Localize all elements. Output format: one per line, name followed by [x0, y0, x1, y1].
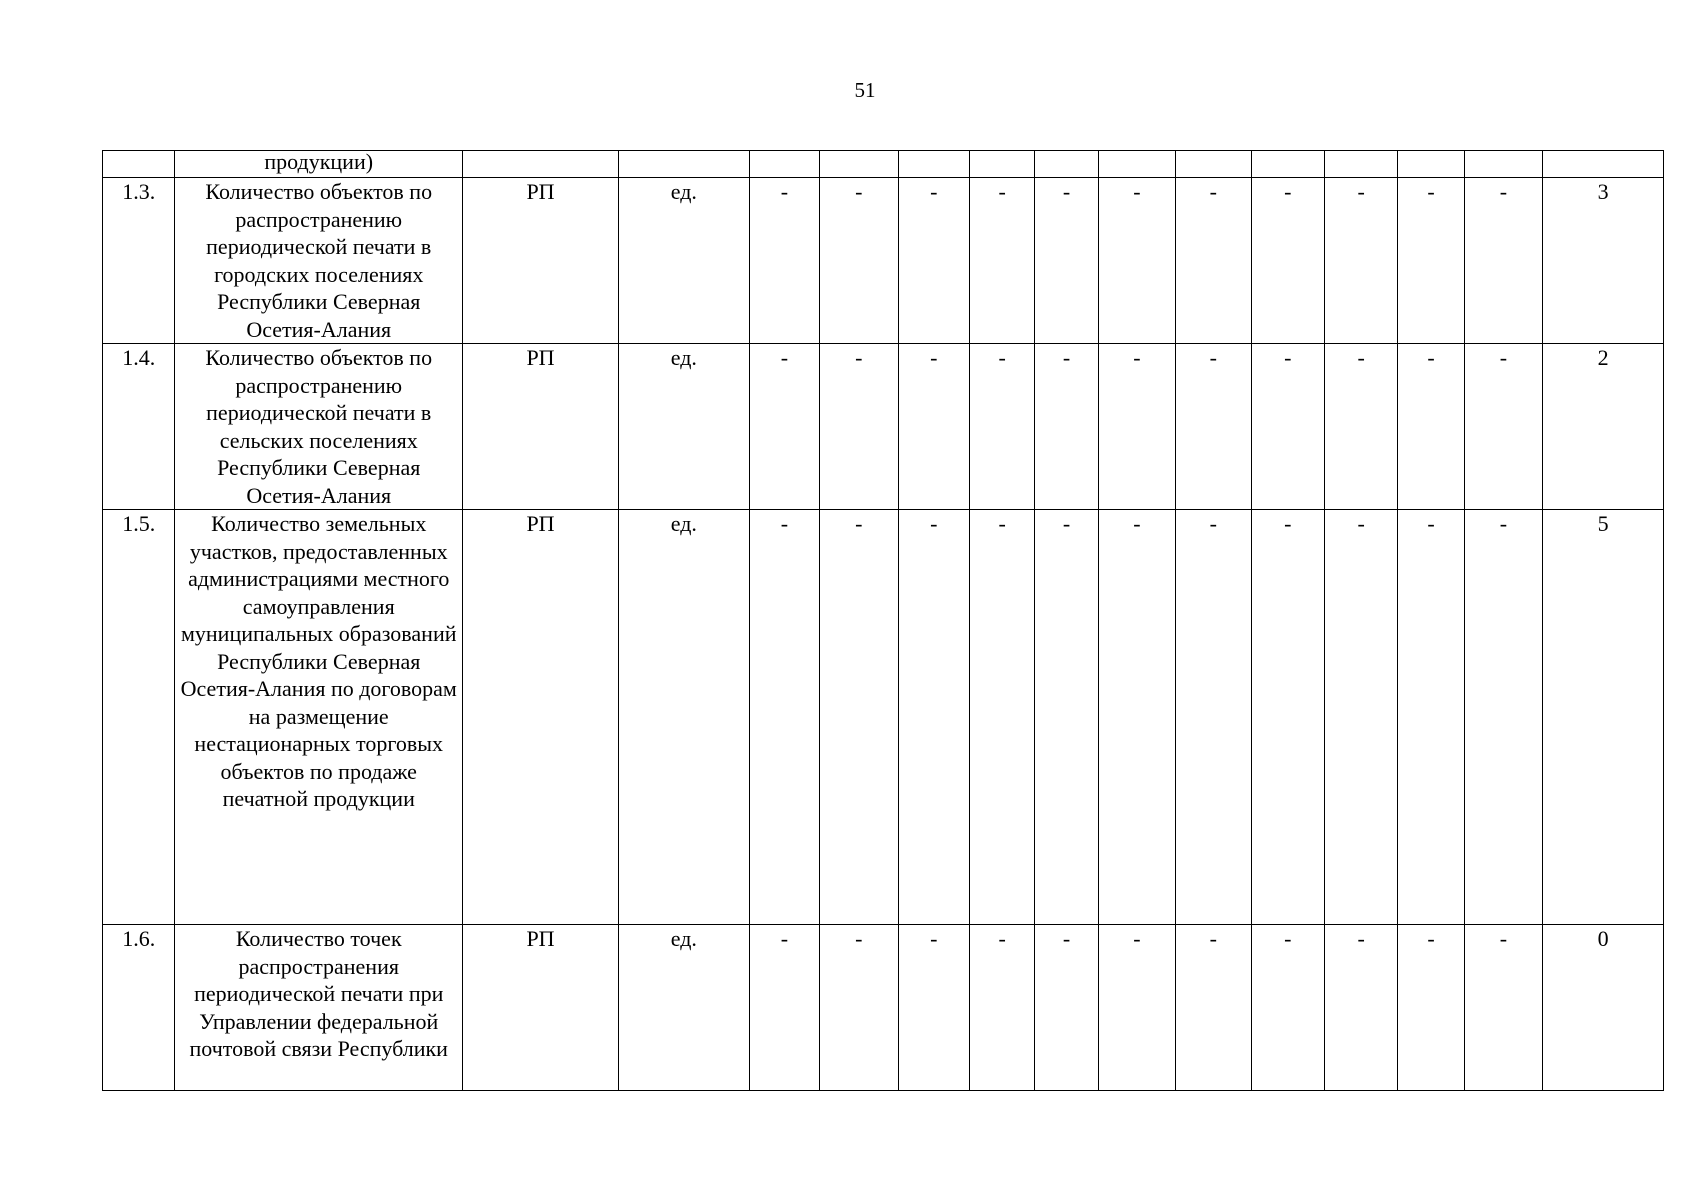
dash-cell: - — [820, 510, 898, 925]
empty-cell — [1098, 151, 1175, 178]
value-cell: 3 — [1543, 178, 1664, 344]
indicator-name: Количество объектов по распространению периодической печати в сельских поселениях Республики Северная Осетия-Алания — [175, 344, 463, 510]
dash-cell: - — [969, 925, 1034, 1091]
dash-cell: - — [969, 344, 1034, 510]
dash-cell: - — [1098, 178, 1175, 344]
value-cell: 0 — [1543, 925, 1664, 1091]
source-cell: РП — [463, 344, 619, 510]
dash-cell: - — [1398, 344, 1464, 510]
empty-cell — [820, 151, 898, 178]
dash-cell: - — [898, 925, 969, 1091]
table-row — [103, 925, 1664, 1091]
empty-cell — [1176, 151, 1251, 178]
empty-cell — [1464, 151, 1542, 178]
dash-cell: - — [1035, 925, 1098, 1091]
dash-cell: - — [898, 178, 969, 344]
dash-cell: - — [1398, 510, 1464, 925]
value-cell: 2 — [1543, 344, 1664, 510]
dash-cell: - — [1035, 510, 1098, 925]
unit-cell: ед. — [618, 178, 749, 344]
table-row — [103, 178, 1664, 344]
dash-cell: - — [1176, 344, 1251, 510]
dash-cell: - — [1464, 178, 1542, 344]
source-cell: РП — [463, 178, 619, 344]
dash-cell: - — [1251, 510, 1324, 925]
row-number: 1.6. — [103, 925, 175, 1091]
dash-cell: - — [1251, 925, 1324, 1091]
empty-cell — [1324, 151, 1397, 178]
dash-cell: - — [1035, 344, 1098, 510]
continuation-row — [103, 151, 1664, 178]
dash-cell: - — [1464, 510, 1542, 925]
dash-cell: - — [1324, 510, 1397, 925]
page-number: 51 — [854, 78, 876, 102]
dash-cell: - — [898, 344, 969, 510]
source-cell: РП — [463, 925, 619, 1091]
unit-cell: ед. — [618, 925, 749, 1091]
dash-cell: - — [1464, 344, 1542, 510]
indicator-table — [102, 150, 1664, 1091]
dash-cell: - — [898, 510, 969, 925]
dash-cell: - — [820, 925, 898, 1091]
dash-cell: - — [1176, 178, 1251, 344]
empty-cell — [1398, 151, 1464, 178]
dash-cell: - — [1251, 344, 1324, 510]
empty-cell — [898, 151, 969, 178]
source-cell — [463, 151, 619, 178]
dash-cell: - — [1176, 510, 1251, 925]
num-cell — [103, 151, 175, 178]
dash-cell: - — [1176, 925, 1251, 1091]
unit-cell: ед. — [618, 344, 749, 510]
indicator-name: Количество земельных участков, предоставленных администрациями местного самоуправления муниципальных образований Республики Северная Осетия-Алания по договорам на размещение нестационарных торговых объектов по продаже печатной продукции — [175, 510, 463, 925]
dash-cell: - — [749, 510, 819, 925]
dash-cell: - — [749, 925, 819, 1091]
dash-cell: - — [1251, 178, 1324, 344]
unit-cell: ед. — [618, 510, 749, 925]
empty-cell — [749, 151, 819, 178]
dash-cell: - — [820, 344, 898, 510]
empty-cell — [1035, 151, 1098, 178]
row-number: 1.4. — [103, 344, 175, 510]
dash-cell: - — [1098, 510, 1175, 925]
empty-cell — [1543, 151, 1664, 178]
row-number: 1.3. — [103, 178, 175, 344]
dash-cell: - — [1324, 178, 1397, 344]
dash-cell: - — [1398, 178, 1464, 344]
dash-cell: - — [1398, 925, 1464, 1091]
dash-cell: - — [1098, 925, 1175, 1091]
dash-cell: - — [969, 510, 1034, 925]
dash-cell: - — [749, 344, 819, 510]
dash-cell: - — [969, 178, 1034, 344]
table-row — [103, 510, 1664, 925]
dash-cell: - — [1098, 344, 1175, 510]
empty-cell — [969, 151, 1034, 178]
indicator-name: Количество точек распространения периодической печати при Управлении федеральной почтовой связи Республики — [175, 925, 463, 1091]
source-cell: РП — [463, 510, 619, 925]
row-number: 1.5. — [103, 510, 175, 925]
dash-cell: - — [1324, 344, 1397, 510]
dash-cell: - — [1324, 925, 1397, 1091]
table-row — [103, 344, 1664, 510]
indicator-name: Количество объектов по распространению периодической печати в городских поселениях Республики Северная Осетия-Алания — [175, 178, 463, 344]
continuation-text: продукции) — [175, 151, 463, 178]
dash-cell: - — [1464, 925, 1542, 1091]
dash-cell: - — [820, 178, 898, 344]
dash-cell: - — [749, 178, 819, 344]
dash-cell: - — [1035, 178, 1098, 344]
unit-cell — [618, 151, 749, 178]
value-cell: 5 — [1543, 510, 1664, 925]
empty-cell — [1251, 151, 1324, 178]
